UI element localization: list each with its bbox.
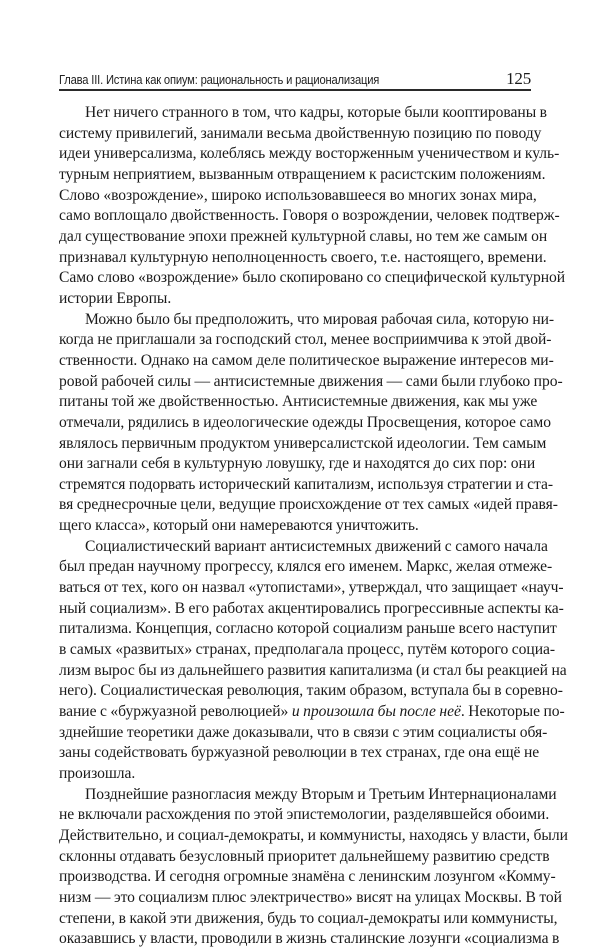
text-line: вя среднесрочные цели, ведущие происхождение от тех самых «идей правя- xyxy=(59,496,558,514)
text-line: ственности. Однако на самом деле политическое выражение интересов ми- xyxy=(59,351,554,369)
text-line: оказавшись у власти, проводили в жизнь сталинские лозунги «социализма в xyxy=(59,930,560,948)
text-line: систему привилегий, занимали весьма двойственную позицию по поводу xyxy=(59,124,542,142)
text-line: Действительно, и социал-демократы, и коммунисты, находясь у власти, были xyxy=(59,826,568,844)
text-line: Само слово «возрождение» было скопировано со специфической культурной xyxy=(59,269,566,287)
text-line: когда не приглашали за господский стол, менее восприимчива к этой двой- xyxy=(59,331,552,349)
text-line: турным неприятием, вызванным отвращением к расистским положениям. xyxy=(59,165,546,183)
text-line: в самых «развитых» странах, предполагала процесс, путём которого социа- xyxy=(59,641,556,659)
text-line: Социалистический вариант антисистемных движений с самого начала xyxy=(85,537,548,555)
text-line: производства. И сегодня огромные знамёна с ленинским лозунгом «Комму- xyxy=(59,868,556,886)
header-rule xyxy=(59,89,531,91)
text-line: Позднейшие разногласия между Вторым и Третьим Интернационалами xyxy=(85,785,557,803)
text-line: само воплощало двойственность. Говоря о возрождении, человек подтверж- xyxy=(59,207,560,225)
text-line: ный социализм». В его работах акцентировались прогрессивные аспекты ка- xyxy=(59,599,564,617)
paragraph-3 xyxy=(59,537,567,785)
body-text xyxy=(59,103,568,950)
text-line: не включали расхождения по этой эпистемологии, разделявшейся обоими. xyxy=(59,806,550,824)
text-line-with-italic: вание с «буржуазной революцией» и произошла бы после неё. Некоторые по- xyxy=(59,703,565,721)
chapter-title: Глава III. Истина как опиум: рациональность и рационализация xyxy=(59,72,380,87)
running-head xyxy=(59,70,531,87)
text-line: заны содействовать буржуазной революции в тех странах, где она ещё не xyxy=(59,744,540,762)
text-line: Слово «возрождение», широко использовавшееся во многих зонах мира, xyxy=(59,186,537,204)
text-line: зднейшие теоретики даже доказывали, что в связи с этим социалисты обя- xyxy=(59,723,548,741)
text-line: лизм вырос бы из дальнейшего развития капитализма (и стал бы реакцией на xyxy=(59,661,567,679)
text-line: дал существование эпохи прежней культурной славы, но тем же самым он xyxy=(59,227,548,245)
text-line: щего класса», который они намереваются уничтожить. xyxy=(59,517,419,535)
text-line: идеи универсализма, колеблясь между восторженным ученичеством и куль- xyxy=(59,145,560,163)
text-line: низм — это социализм плюс электричество» висят на улицах Москвы. В той xyxy=(59,888,562,906)
text-line: питализма. Концепция, согласно которой социализм раньше всего наступит xyxy=(59,620,557,638)
paragraph-1 xyxy=(59,103,566,310)
page-number: 125 xyxy=(506,69,531,88)
text-line: него). Социалистическая революция, таким образом, вступала бы в соревно- xyxy=(59,682,563,700)
text-line: питаны той же двойственностью. Антисистемные движения, как мы уже xyxy=(59,393,538,411)
text-line: они загнали себя в культурную ловушку, где и находятся до сих пор: они xyxy=(59,455,536,473)
text-line: ваться от тех, кого он назвал «утопистами», утверждал, что защищает «науч- xyxy=(59,579,564,597)
italic-emphasis: и произошла бы после неё xyxy=(291,703,461,721)
text-line: отмечали, рядились в идеологические одежды Просвещения, которое само xyxy=(59,413,551,431)
text-line: степени, в какой эти движения, будь то социал-демократы или коммунисты, xyxy=(59,909,558,927)
text-line: был предан научному прогрессу, клялся его именем. Маркс, желая отмеже- xyxy=(59,558,553,576)
paragraph-2 xyxy=(59,310,563,537)
text-line: признавал культурную неполноценность своего, т.е. настоящего, времени. xyxy=(59,248,547,266)
text-line: Нет ничего странного в том, что кадры, которые были кооптированы в xyxy=(85,104,547,121)
text-line: истории Европы. xyxy=(59,289,172,307)
text-line: склонны отдавать безусловный приоритет дальнейшему развитию средств xyxy=(59,847,550,865)
text-line: стремятся подорвать исторический капитализм, используя стратегии и ста- xyxy=(59,475,553,493)
text-line: Можно было бы предположить, что мировая рабочая сила, которую ни- xyxy=(85,310,555,328)
paragraph-4 xyxy=(59,785,568,950)
text-line: являлось первичным продуктом универсалистской идеологии. Тем самым xyxy=(59,434,547,452)
text-line: ровой рабочей силы — антисистемные движения — сами были глубоко про- xyxy=(59,372,563,390)
text-line: произошла. xyxy=(59,765,136,782)
book-page xyxy=(59,69,568,950)
